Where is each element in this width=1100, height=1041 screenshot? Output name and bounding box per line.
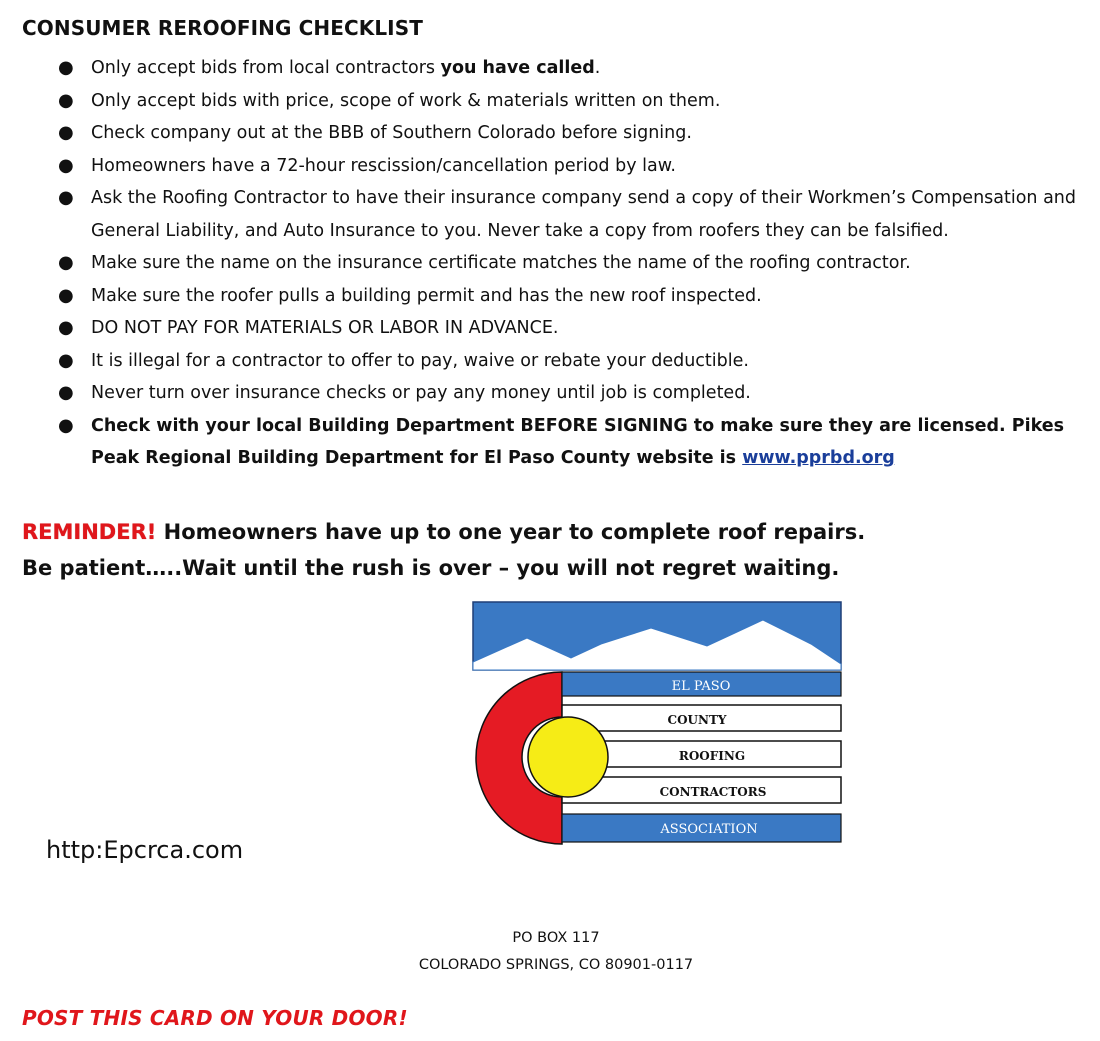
checklist-item: ● Never turn over insurance checks or pay any money until job is completed.: [0, 377, 1100, 410]
bullet-icon: ●: [58, 89, 74, 111]
pprbd-link[interactable]: www.pprbd.org: [742, 448, 895, 468]
logo-bar-label: ROOFING: [678, 749, 746, 763]
bullet-icon: ●: [58, 414, 74, 436]
page-title: CONSUMER REROOFING CHECKLIST: [22, 16, 423, 40]
checklist-item: ● Ask the Roofing Contractor to have their insurance company send a copy of their Workmen’s Compensation and General Liability, and Auto Insurance to you. Never take a copy from roofers they can be falsified.: [0, 182, 1100, 247]
address-line-1: PO BOX 117: [512, 930, 600, 946]
reminder-line-1: REMINDER! Homeowners have up to one year to complete roof repairs.: [22, 520, 866, 544]
reminder-line-2: Be patient…..Wait until the rush is over – you will not regret waiting.: [22, 556, 840, 580]
checklist-item: ● Make sure the name on the insurance certificate matches the name of the roofing contractor.: [0, 247, 1100, 280]
footer-callout: POST THIS CARD ON YOUR DOOR!: [22, 1006, 408, 1030]
reminder-label: REMINDER!: [22, 520, 157, 544]
checklist: [0, 52, 1100, 475]
website-url: http:Epcrca.com: [46, 836, 244, 864]
checklist-item: ● DO NOT PAY FOR MATERIALS OR LABOR IN ADVANCE.: [0, 312, 1100, 345]
mountain-icon: [473, 602, 841, 670]
address-line-2: COLORADO SPRINGS, CO 80901-0117: [418, 957, 694, 973]
bullet-icon: ●: [58, 187, 74, 208]
checklist-item: ● Check company out at the BBB of Southern Colorado before signing.: [0, 117, 1100, 150]
reminder-block: [22, 514, 865, 586]
checklist-item: ● It is illegal for a contractor to offer to pay, waive or rebate your deductible.: [0, 345, 1100, 378]
bullet-icon: ●: [58, 252, 74, 273]
bullet-icon: ●: [58, 382, 74, 403]
bullet-icon: ●: [58, 349, 74, 371]
checklist-item: ● Only accept bids with price, scope of work & materials written on them.: [0, 85, 1100, 118]
checklist-item: ● Check with your local Building Department BEFORE SIGNING to make sure they are licensed. Pikes Peak Regional Building Department for El Paso County website is www.pprbd.org: [0, 410, 1100, 475]
epcrca-logo: [467, 600, 847, 845]
bullet-icon: ●: [58, 122, 74, 143]
logo-bar-label: EL PASO: [671, 679, 731, 694]
logo-bar-label: CONTRACTORS: [659, 785, 767, 799]
bullet-icon: ●: [58, 317, 74, 338]
checklist-item: ● Make sure the roofer pulls a building permit and has the new roof inspected.: [0, 280, 1100, 313]
checklist-item: ● Homeowners have a 72-hour rescission/cancellation period by law.: [0, 150, 1100, 183]
checklist-item: ● Only accept bids from local contractors you have called.: [0, 52, 1100, 85]
logo-bar-label: ASSOCIATION: [660, 822, 758, 837]
sun-icon: [528, 717, 608, 797]
logo-bar-label: COUNTY: [667, 713, 727, 727]
emphasis-text: you have called: [440, 58, 595, 78]
bullet-icon: ●: [58, 284, 74, 306]
bullet-icon: ●: [58, 57, 74, 78]
bullet-icon: ●: [58, 154, 74, 176]
